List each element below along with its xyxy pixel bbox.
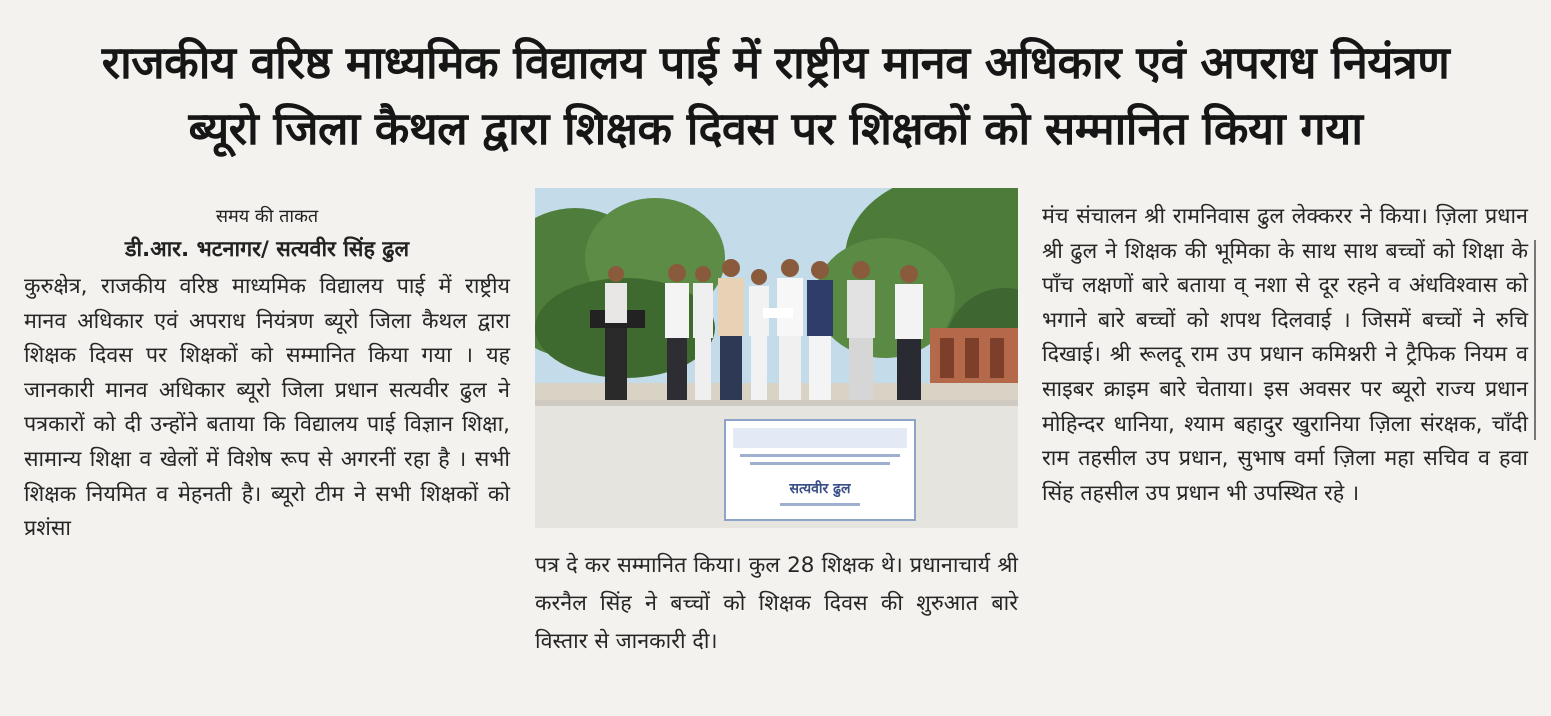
cropped-next-headline <box>0 676 1551 716</box>
headline <box>0 30 1551 162</box>
photo-illustration <box>535 188 1018 528</box>
column-divider <box>1534 240 1536 440</box>
column-left <box>24 200 510 547</box>
cropped-previous-text <box>0 0 1551 10</box>
column-middle <box>535 547 1018 661</box>
news-photo <box>535 188 1018 528</box>
article-text-middle: पत्र दे कर सम्मानित किया। कुल 28 शिक्षक थे। प्रधानाचार्य श्री करनैल सिंह ने बच्चों को शिक्षक दिवस की शुरुआत बारे विस्तार से जानकारी दी। <box>535 553 1018 654</box>
article-text-left: कुरुक्षेत्र, राजकीय वरिष्ठ माध्यमिक विद्यालय पाई में राष्ट्रीय मानव अधिकार एवं अपराध नियंत्रण ब्यूरो जिला कैथल द्वारा शिक्षक दिवस पर शिक्षकों को सम्मानित किया गया । यह जानकारी मानव अधिकार ब्यूरो जिला प्रधान सत्यवीर ढुल ने पत्रकारों को दी उन्होंने बताया कि विद्यालय पाई विज्ञान शिक्षा, सामान्य शिक्षा व खेलों में विशेष रूप से अगरनीं रहा है । सभी शिक्षक नियमित व मेहनती है। ब्यूरो टीम ने सभी शिक्षकों को प्रशंसा <box>24 274 510 542</box>
byline-source: समय की ताकत <box>215 206 319 227</box>
article-text-right: मंच संचालन श्री रामनिवास ढुल लेक्करर ने किया। ज़िला प्रधान श्री ढुल ने शिक्षक की भूमिका के साथ साथ बच्चों को शिक्षा के पाँच लक्षणों बारे बताया व् नशा से दूर रहने व अंधविश्वास को भगाने बारे बच्चों को शपथ दिलवाई । जिसमें बच्चों ने रुचि दिखाई। श्री रूलदू राम उप प्रधान कमिश्नरी ने ट्रैफिक नियम व साइबर क्राइम बारे चेताया। इस अवसर पर ब्यूरो राज्य प्रधान मोहिन्दर धानिया, श्याम बहादुर खुरानिया ज़िला संरक्षक, चाँदी राम तहसील उप प्रधान, सुभाष वर्मा ज़िला महा सचिव व हवा सिंह तहसील उप प्रधान भी उपस्थित रहे । <box>1042 204 1528 506</box>
headline-line-2: ब्यूरो जिला कैथल द्वारा शिक्षक दिवस पर शिक्षकों को सम्मानित किया गया <box>188 102 1363 155</box>
column-right <box>1042 200 1528 511</box>
headline-line-1: राजकीय वरिष्ठ माध्यमिक विद्यालय पाई में राष्ट्रीय मानव अधिकार एवं अपराध नियंत्रण <box>101 36 1450 89</box>
byline-authors: डी.आर. भटनागर/ सत्यवीर सिंह ढुल <box>124 237 410 262</box>
banner-text: सत्यवीर ढुल <box>789 481 851 497</box>
